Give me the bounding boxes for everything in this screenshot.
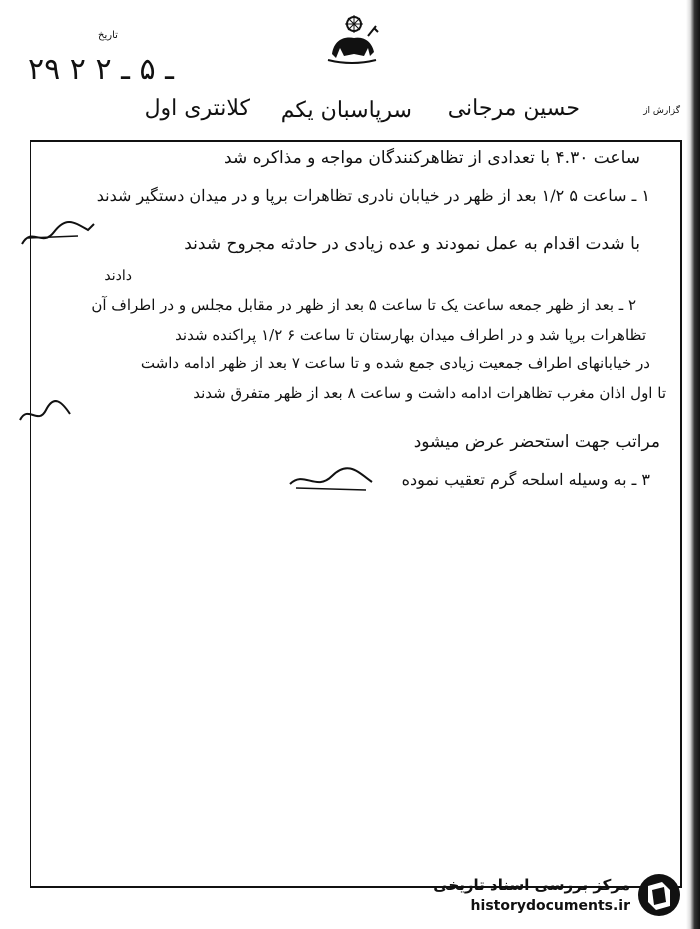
signature-scribble — [18, 214, 98, 254]
report-line-8: تا اول اذان مغرب تظاهرات ادامه داشت و ساعت ۸ بعد از ظهر متفرق شدند — [193, 384, 666, 402]
sender-rank: سرپاسبان یکم — [280, 98, 412, 123]
signature-scribble-2 — [16, 396, 76, 436]
sender-label: گزارش از — [643, 106, 680, 116]
archive-logo-icon — [636, 872, 682, 918]
archive-watermark — [418, 868, 688, 924]
signature-scribble-3 — [286, 466, 376, 496]
report-line-5: ۲ ـ بعد از ظهر جمعه ساعت یک تا ساعت ۵ بعد از ظهر در مقابل مجلس و در اطراف آن — [91, 296, 636, 314]
sender-unit: کلانتری اول — [144, 96, 250, 121]
date-label: تاریخ — [98, 30, 118, 41]
report-line-9: مراتب جهت استحضر عرض میشود — [413, 432, 660, 452]
date-value: ۲۹ ـ ۵ ـ ۲ ۲ — [28, 52, 174, 87]
date-block — [28, 30, 198, 90]
report-line-7: در خیابانهای اطراف جمعیت زیادی جمع شده و تا ساعت ۷ بعد از ظهر ادامه داشت — [140, 354, 650, 372]
sender-name: حسین مرجانی — [447, 96, 580, 121]
lion-and-sun-emblem-icon — [324, 14, 380, 66]
report-line-3: با شدت اقدام به عمل نمودند و عده زیادی در حادثه مجروح شدند — [184, 234, 640, 254]
sender-row — [60, 96, 680, 136]
report-line-10: ۳ ـ به وسیله اسلحه گرم تعقیب نموده — [401, 470, 650, 489]
scan-edge — [686, 0, 700, 929]
watermark-org-name: مرکز بررسی اسناد تاریخی — [433, 876, 630, 894]
report-line-2: ۱ ـ ساعت ۵ ۱/۲ بعد از ظهر در خیابان نادری تظاهرات برپا و در میدان دستگیر شدند — [96, 186, 650, 205]
report-line-6: تظاهرات برپا شد و در اطراف میدان بهارستان تا ساعت ۶ ۱/۲ پراکنده شدند — [175, 326, 646, 344]
report-line-1: ساعت ۴.۳۰ با تعدادی از تظاهرکنندگان مواجه و مذاکره شد — [224, 148, 640, 168]
watermark-url: historydocuments.ir — [470, 898, 630, 914]
report-line-4: دادند — [104, 268, 132, 284]
